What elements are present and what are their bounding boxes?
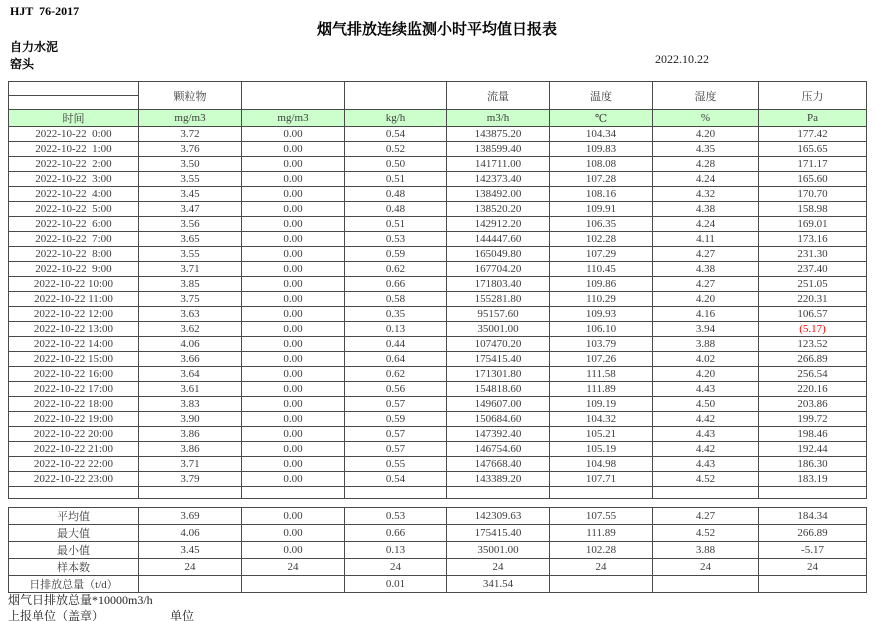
pm-concentration-cell: 3.83 [139,397,242,412]
summary-value-cell [550,576,653,593]
temperature-cell: 107.29 [550,247,653,262]
time-cell: 2022-10-22 15:00 [9,352,139,367]
flow-cell: 171803.40 [447,277,550,292]
pm-concentration2-cell: 0.00 [242,262,345,277]
pm-concentration-cell: 3.90 [139,412,242,427]
emission-rate-cell: 0.48 [345,202,447,217]
humidity-cell: 4.43 [653,457,759,472]
header-particulate-cell: 颗粒物 [139,82,242,110]
flow-cell: 138492.00 [447,187,550,202]
header-humidity-cell: 湿度 [653,82,759,110]
hourly-data-row [9,247,867,262]
pm-concentration-cell: 3.79 [139,472,242,487]
summary-value-cell: 142309.63 [447,508,550,525]
time-cell: 2022-10-22 6:00 [9,217,139,232]
emission-rate-cell: 0.56 [345,382,447,397]
pm-concentration-cell: 3.71 [139,457,242,472]
pm-concentration2-cell: 0.00 [242,232,345,247]
pm-concentration-cell: 3.75 [139,292,242,307]
flow-cell: 165049.80 [447,247,550,262]
flow-cell: 171301.80 [447,367,550,382]
unit-header-row [9,110,867,127]
pressure-cell: 231.30 [759,247,867,262]
summary-value-cell: 175415.40 [447,525,550,542]
time-cell: 2022-10-22 3:00 [9,172,139,187]
hourly-data-row [9,262,867,277]
pm-concentration-cell: 3.47 [139,202,242,217]
group-header-row [9,82,867,96]
temperature-cell: 108.16 [550,187,653,202]
emission-rate-cell: 0.48 [345,187,447,202]
summary-value-cell: 111.89 [550,525,653,542]
humidity-cell: 4.16 [653,307,759,322]
summary-row [9,508,867,525]
pm-concentration-cell: 3.61 [139,382,242,397]
temperature-cell: 111.58 [550,367,653,382]
emission-rate-cell: 0.51 [345,172,447,187]
hourly-data-row [9,337,867,352]
humidity-cell: 4.43 [653,427,759,442]
flow-cell: 155281.80 [447,292,550,307]
humidity-cell: 4.28 [653,157,759,172]
temperature-cell: 109.86 [550,277,653,292]
humidity-cell: 3.88 [653,337,759,352]
header-pressure-cell: 压力 [759,82,867,110]
pm-concentration2-cell: 0.00 [242,217,345,232]
hourly-data-row [9,397,867,412]
flow-cell: 138520.20 [447,202,550,217]
pm-concentration2-cell: 0.00 [242,247,345,262]
summary-value-cell: 4.27 [653,508,759,525]
pm-concentration2-cell: 0.00 [242,322,345,337]
summary-value-cell: 341.54 [447,576,550,593]
flow-cell: 144447.60 [447,232,550,247]
summary-row [9,559,867,576]
flow-cell: 142373.40 [447,172,550,187]
temperature-cell: 106.35 [550,217,653,232]
temperature-cell: 107.71 [550,472,653,487]
emission-rate-cell: 0.44 [345,337,447,352]
summary-value-cell: 24 [139,559,242,576]
summary-value-cell: 0.00 [242,542,345,559]
summary-value-cell [759,576,867,593]
hourly-data-row [9,427,867,442]
pm-concentration-cell: 3.65 [139,232,242,247]
empty-row [9,487,867,499]
pm-concentration2-cell: 0.00 [242,412,345,427]
pressure-cell: 171.17 [759,157,867,172]
temperature-cell: 110.29 [550,292,653,307]
summary-value-cell: 0.13 [345,542,447,559]
pm-concentration2-cell: 0.00 [242,442,345,457]
company-name: 自力水泥 [10,40,59,54]
emission-rate-cell: 0.53 [345,232,447,247]
humidity-cell: 4.52 [653,472,759,487]
pm-concentration-cell: 3.66 [139,352,242,367]
temperature-cell: 109.83 [550,142,653,157]
humidity-cell: 4.38 [653,202,759,217]
emission-rate-cell: 0.51 [345,217,447,232]
hourly-data-row [9,472,867,487]
temperature-cell: 106.10 [550,322,653,337]
flow-cell: 175415.40 [447,352,550,367]
summary-value-cell: 107.55 [550,508,653,525]
time-cell: 2022-10-22 7:00 [9,232,139,247]
summary-value-cell: 35001.00 [447,542,550,559]
hourly-data-row [9,352,867,367]
time-cell: 2022-10-22 12:00 [9,307,139,322]
pressure-cell: 158.98 [759,202,867,217]
emission-rate-cell: 0.50 [345,157,447,172]
humidity-cell: 4.27 [653,247,759,262]
summary-value-cell: 3.88 [653,542,759,559]
time-cell: 2022-10-22 1:00 [9,142,139,157]
hourly-data-row [9,217,867,232]
pressure-cell: 237.40 [759,262,867,277]
summary-value-cell: 3.45 [139,542,242,559]
pm-concentration2-cell: 0.00 [242,352,345,367]
hourly-data-row [9,277,867,292]
pm-concentration2-cell: 0.00 [242,172,345,187]
time-cell: 2022-10-22 11:00 [9,292,139,307]
emission-rate-cell: 0.66 [345,277,447,292]
unit-percent-cell: % [653,110,759,127]
humidity-cell: 4.20 [653,367,759,382]
hourly-data-row [9,142,867,157]
time-cell: 2022-10-22 17:00 [9,382,139,397]
flow-cell: 150684.60 [447,412,550,427]
pm-concentration-cell: 3.56 [139,217,242,232]
pm-concentration2-cell: 0.00 [242,307,345,322]
temperature-cell: 107.26 [550,352,653,367]
humidity-cell: 4.11 [653,232,759,247]
emission-rate-cell: 0.54 [345,127,447,142]
emission-rate-cell: 0.55 [345,457,447,472]
pm-concentration2-cell: 0.00 [242,202,345,217]
spacer-body [9,487,867,499]
summary-row [9,542,867,559]
summary-value-cell: 266.89 [759,525,867,542]
summary-value-cell: 184.34 [759,508,867,525]
pm-concentration2-cell: 0.00 [242,472,345,487]
summary-value-cell: 0.01 [345,576,447,593]
pm-concentration2-cell: 0.00 [242,427,345,442]
summary-value-cell: 24 [550,559,653,576]
pm-concentration2-cell: 0.00 [242,457,345,472]
standard-code: HJT 76-2017 [10,4,80,18]
humidity-cell: 4.50 [653,397,759,412]
summary-label-cell: 平均值 [9,508,139,525]
pressure-cell: (5.17) [759,322,867,337]
time-cell: 2022-10-22 16:00 [9,367,139,382]
emission-rate-cell: 0.35 [345,307,447,322]
time-cell: 2022-10-22 22:00 [9,457,139,472]
humidity-cell: 4.43 [653,382,759,397]
pressure-cell: 186.30 [759,457,867,472]
hourly-data-row [9,307,867,322]
hourly-data-row [9,322,867,337]
time-cell: 2022-10-22 9:00 [9,262,139,277]
pressure-cell: 220.31 [759,292,867,307]
temperature-cell: 107.28 [550,172,653,187]
unit-label: 单位 [170,609,195,621]
summary-table [8,507,867,593]
pressure-cell: 106.57 [759,307,867,322]
pm-concentration-cell: 3.85 [139,277,242,292]
pm-concentration2-cell: 0.00 [242,127,345,142]
time-cell: 2022-10-22 18:00 [9,397,139,412]
flow-cell: 107470.20 [447,337,550,352]
humidity-cell: 4.24 [653,172,759,187]
pm-concentration2-cell: 0.00 [242,337,345,352]
table-header [9,82,867,127]
pm-concentration-cell: 3.71 [139,262,242,277]
summary-value-cell [242,576,345,593]
pm-concentration2-cell: 0.00 [242,157,345,172]
unit-kgh-cell: kg/h [345,110,447,127]
time-cell: 2022-10-22 13:00 [9,322,139,337]
hourly-data-row [9,367,867,382]
flow-cell: 154818.60 [447,382,550,397]
report-date: 2022.10.22 [655,52,709,66]
header-blank-bottom-cell [9,96,139,110]
time-cell: 2022-10-22 14:00 [9,337,139,352]
humidity-cell: 4.35 [653,142,759,157]
emission-rate-cell: 0.58 [345,292,447,307]
temperature-cell: 109.91 [550,202,653,217]
humidity-cell: 4.42 [653,442,759,457]
pm-concentration2-cell: 0.00 [242,397,345,412]
emission-rate-cell: 0.13 [345,322,447,337]
summary-label-cell: 最小值 [9,542,139,559]
summary-value-cell: 24 [759,559,867,576]
pm-concentration-cell: 3.63 [139,307,242,322]
hourly-rows-body [9,127,867,487]
hourly-data-row [9,412,867,427]
temperature-cell: 104.34 [550,127,653,142]
time-cell: 2022-10-22 2:00 [9,157,139,172]
emission-rate-cell: 0.57 [345,427,447,442]
hourly-data-row [9,292,867,307]
hourly-data-row [9,127,867,142]
temperature-cell: 108.08 [550,157,653,172]
pm-concentration2-cell: 0.00 [242,277,345,292]
pm-concentration-cell: 3.86 [139,427,242,442]
hourly-data-row [9,457,867,472]
temperature-cell: 110.45 [550,262,653,277]
report-title: 烟气排放连续监测小时平均值日报表 [316,22,558,38]
temperature-cell: 111.89 [550,382,653,397]
emission-rate-cell: 0.52 [345,142,447,157]
unit-mgm3-cell: mg/m3 [139,110,242,127]
pm-concentration2-cell: 0.00 [242,292,345,307]
flow-cell: 35001.00 [447,322,550,337]
pressure-cell: 165.60 [759,172,867,187]
flow-cell: 149607.00 [447,397,550,412]
humidity-cell: 4.20 [653,292,759,307]
summary-value-cell [139,576,242,593]
header-flow-cell: 流量 [447,82,550,110]
hourly-data-row [9,202,867,217]
time-cell: 2022-10-22 20:00 [9,427,139,442]
header-blank-col4-cell [345,82,447,110]
time-header-cell: 时间 [9,110,139,127]
pressure-cell: 220.16 [759,382,867,397]
summary-value-cell: 4.06 [139,525,242,542]
unit-celsius-cell: ℃ [550,110,653,127]
humidity-cell: 3.94 [653,322,759,337]
flow-cell: 95157.60 [447,307,550,322]
pressure-cell: 199.72 [759,412,867,427]
pressure-cell: 203.86 [759,397,867,412]
humidity-cell: 4.20 [653,127,759,142]
monitor-point-name: 窑头 [10,57,35,71]
summary-row [9,525,867,542]
flow-cell: 142912.20 [447,217,550,232]
pressure-cell: 169.01 [759,217,867,232]
header-blank-top-cell [9,82,139,96]
pressure-cell: 165.65 [759,142,867,157]
header-temperature-cell: 温度 [550,82,653,110]
emission-rate-cell: 0.62 [345,367,447,382]
hourly-data-row [9,157,867,172]
flow-cell: 138599.40 [447,142,550,157]
flow-cell: 167704.20 [447,262,550,277]
humidity-cell: 4.24 [653,217,759,232]
pm-concentration2-cell: 0.00 [242,187,345,202]
flow-cell: 146754.60 [447,442,550,457]
pm-concentration2-cell: 0.00 [242,142,345,157]
emission-rate-cell: 0.64 [345,352,447,367]
summary-value-cell: 0.66 [345,525,447,542]
time-cell: 2022-10-22 4:00 [9,187,139,202]
hourly-data-table [8,81,867,499]
temperature-cell: 109.93 [550,307,653,322]
temperature-cell: 102.28 [550,232,653,247]
emission-rate-cell: 0.62 [345,262,447,277]
temperature-cell: 105.19 [550,442,653,457]
pm-concentration-cell: 3.76 [139,142,242,157]
emission-rate-cell: 0.54 [345,472,447,487]
emission-rate-cell: 0.57 [345,397,447,412]
header-blank-col3-cell [242,82,345,110]
humidity-cell: 4.32 [653,187,759,202]
temperature-cell: 104.98 [550,457,653,472]
summary-value-cell: 0.53 [345,508,447,525]
summary-value-cell: 24 [447,559,550,576]
summary-label-cell: 样本数 [9,559,139,576]
humidity-cell: 4.38 [653,262,759,277]
time-cell: 2022-10-22 21:00 [9,442,139,457]
time-cell: 2022-10-22 10:00 [9,277,139,292]
hourly-data-row [9,382,867,397]
unit-pa-cell: Pa [759,110,867,127]
summary-label-cell: 日排放总量（t/d） [9,576,139,593]
summary-row [9,576,867,593]
pressure-cell: 266.89 [759,352,867,367]
summary-value-cell [653,576,759,593]
pm-concentration-cell: 3.62 [139,322,242,337]
summary-value-cell: 24 [653,559,759,576]
summary-value-cell: 0.00 [242,525,345,542]
unit-m3h-cell: m3/h [447,110,550,127]
time-cell: 2022-10-22 0:00 [9,127,139,142]
pm-concentration-cell: 3.45 [139,187,242,202]
pm-concentration-cell: 3.55 [139,172,242,187]
pm-concentration2-cell: 0.00 [242,382,345,397]
flow-cell: 147668.40 [447,457,550,472]
pressure-cell: 177.42 [759,127,867,142]
pm-concentration-cell: 3.55 [139,247,242,262]
unit-mgm3-2-cell: mg/m3 [242,110,345,127]
summary-value-cell: 24 [242,559,345,576]
pressure-cell: 192.44 [759,442,867,457]
pressure-cell: 251.05 [759,277,867,292]
pm-concentration-cell: 3.50 [139,157,242,172]
time-cell: 2022-10-22 23:00 [9,472,139,487]
summary-rows-body [9,508,867,593]
pressure-cell: 183.19 [759,472,867,487]
emission-rate-cell: 0.59 [345,412,447,427]
hourly-data-row [9,172,867,187]
time-cell: 2022-10-22 19:00 [9,412,139,427]
hourly-data-row [9,232,867,247]
pm-concentration2-cell: 0.00 [242,367,345,382]
hourly-data-row [9,442,867,457]
emission-rate-cell: 0.59 [345,247,447,262]
pm-concentration-cell: 3.86 [139,442,242,457]
hourly-data-row [9,187,867,202]
pm-concentration-cell: 4.06 [139,337,242,352]
flow-cell: 141711.00 [447,157,550,172]
pm-concentration-cell: 3.72 [139,127,242,142]
pressure-cell: 256.54 [759,367,867,382]
time-cell: 2022-10-22 8:00 [9,247,139,262]
time-cell: 2022-10-22 5:00 [9,202,139,217]
temperature-cell: 109.19 [550,397,653,412]
temperature-cell: 104.32 [550,412,653,427]
summary-value-cell: 3.69 [139,508,242,525]
flow-cell: 143389.20 [447,472,550,487]
humidity-cell: 4.27 [653,277,759,292]
flow-cell: 143875.20 [447,127,550,142]
pressure-cell: 198.46 [759,427,867,442]
humidity-cell: 4.42 [653,412,759,427]
summary-label-cell: 最大值 [9,525,139,542]
flow-cell: 147392.40 [447,427,550,442]
pressure-cell: 170.70 [759,187,867,202]
summary-value-cell: 24 [345,559,447,576]
flow-total-note: 烟气日排放总量*10000m3/h [8,593,153,607]
pressure-cell: 123.52 [759,337,867,352]
reporting-unit-label: 上报单位（盖章） [8,609,105,621]
temperature-cell: 105.21 [550,427,653,442]
summary-value-cell: 102.28 [550,542,653,559]
pm-concentration-cell: 3.64 [139,367,242,382]
pressure-cell: 173.16 [759,232,867,247]
summary-value-cell: 0.00 [242,508,345,525]
emission-rate-cell: 0.57 [345,442,447,457]
summary-value-cell: -5.17 [759,542,867,559]
summary-value-cell: 4.52 [653,525,759,542]
humidity-cell: 4.02 [653,352,759,367]
temperature-cell: 103.79 [550,337,653,352]
